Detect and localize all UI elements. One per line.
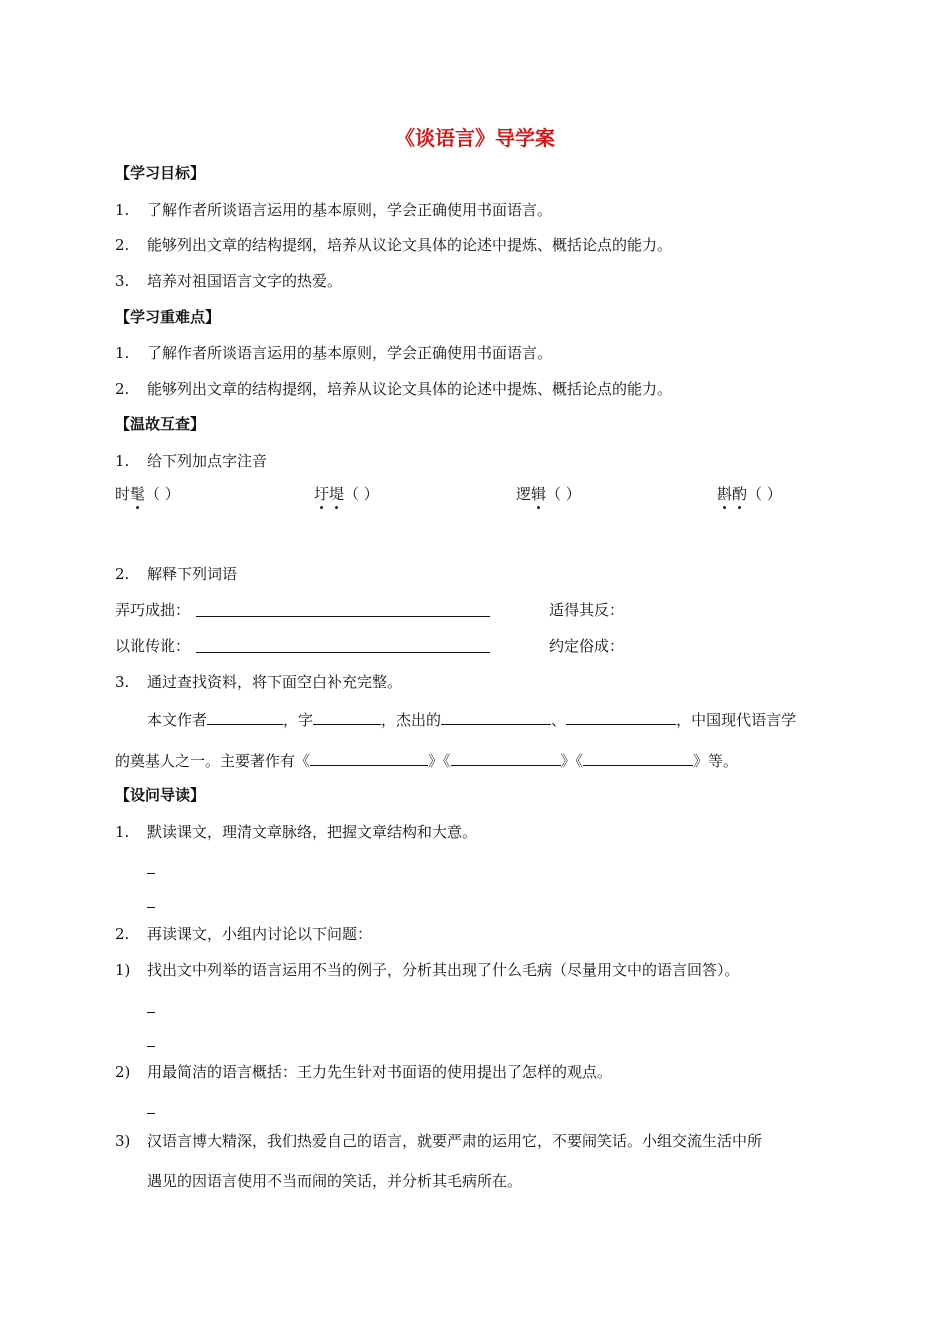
pinyin-item [314,484,379,504]
guide-q2-num: 2. [115,925,130,943]
page-title: 《谈语言》导学案 [395,126,555,150]
goal-item: 了解作者所谈语言运用的基本原则，学会正确使用书面语言。 [147,201,553,219]
pinyin-dotted-char: 斟 [717,485,733,503]
pinyin-item [115,484,180,504]
goal-item-num: 1. [115,201,130,219]
term-label: 适得其反： [549,601,625,619]
review-q2-text: 解释下列词语 [147,565,238,583]
fill-text: 》《 [428,752,451,770]
pinyin-answer[interactable]: （ ） [747,485,782,503]
goal-item: 培养对祖国语言文字的热爱。 [147,272,343,290]
guide-q1-text: 默读课文，理清文章脉络，把握文章结构和大意。 [147,823,478,841]
review-q3-text: 通过查找资料，将下面空白补充完整。 [147,673,403,691]
review-q1-text: 给下列加点字注音 [147,452,268,470]
fill-blank-role-2[interactable] [566,708,676,725]
goal-item-num: 3. [115,272,130,290]
answer-line[interactable] [147,907,155,908]
fill-text: ，中国现代语言学 [676,711,797,729]
key-points-heading: 【学习重难点】 [115,308,221,326]
review-q3-num: 3. [115,673,130,691]
pinyin-item [516,484,581,504]
fill-in-line-1 [147,708,796,730]
fill-blank-work-1[interactable] [310,749,428,766]
guide-sub3-num: 3) [115,1132,131,1150]
key-point-item: 能够列出文章的结构提纲，培养从议论文具体的论述中提炼、概括论点的能力。 [147,380,673,398]
pinyin-answer[interactable]: （ ） [145,485,180,503]
pinyin-item [717,484,782,504]
key-point-item: 了解作者所谈语言运用的基本原则，学会正确使用书面语言。 [147,344,553,362]
fill-text: ，字 [283,711,314,729]
term-answer-blank[interactable] [196,600,490,617]
goal-item: 能够列出文章的结构提纲，培养从议论文具体的论述中提炼、概括论点的能力。 [147,236,673,254]
guide-sub1-num: 1) [115,961,131,979]
answer-line[interactable] [147,1046,155,1047]
review-q1-num: 1. [115,452,130,470]
guide-heading: 【设问导读】 [115,786,206,804]
guide-sub3-text-cont: 遇见的因语言使用不当而闹的笑话，并分析其毛病所在。 [147,1172,523,1190]
guide-sub2-text: 用最简洁的语言概括：王力先生针对书面语的使用提出了怎样的观点。 [147,1063,613,1081]
pinyin-char: 时 [115,485,131,503]
fill-in-line-2 [115,749,738,771]
pinyin-dotted-char: 髦 [130,485,146,503]
goal-item-num: 2. [115,236,130,254]
fill-blank-author[interactable] [207,708,283,725]
pinyin-dotted-char: 酌 [732,485,748,503]
review-q2-num: 2. [115,565,130,583]
fill-blank-work-2[interactable] [451,749,561,766]
guide-sub1-text: 找出文中列举的语言运用不当的例子，分析其出现了什么毛病（尽量用文中的语言回答）。 [147,961,740,979]
term-answer-blank[interactable] [196,636,490,653]
fill-text: 》等。 [693,752,739,770]
guide-q1-num: 1. [115,823,130,841]
guide-q2-text: 再读课文，小组内讨论以下问题： [147,925,373,943]
fill-text: 》《 [560,752,584,770]
fill-text: 、 [551,711,567,729]
term-label: 弄巧成拙： [115,601,191,619]
fill-blank-courtesy-name[interactable] [313,708,381,725]
fill-blank-role-1[interactable] [441,708,551,725]
answer-line[interactable] [147,873,155,874]
fill-text: 本文作者 [147,711,208,729]
answer-line[interactable] [147,1113,155,1114]
fill-text: 的奠基人之一。主要著作有《 [115,752,311,770]
guide-sub2-num: 2) [115,1063,131,1081]
pinyin-char: 逻 [516,485,532,503]
key-point-num: 2. [115,380,130,398]
guide-sub3-text: 汉语言博大精深，我们热爱自己的语言，就要严肃的运用它，不要闹笑话。小组交流生活中所 [147,1132,763,1150]
pinyin-dotted-char: 堤 [329,485,345,503]
pinyin-dotted-char: 辑 [531,485,547,503]
goals-heading: 【学习目标】 [115,164,206,182]
review-heading: 【温故互查】 [115,415,206,433]
fill-text: ，杰出的 [381,711,442,729]
key-point-num: 1. [115,344,130,362]
pinyin-answer[interactable]: （ ） [344,485,379,503]
fill-blank-work-3[interactable] [583,749,693,766]
term-label: 约定俗成： [549,637,625,655]
answer-line[interactable] [147,1012,155,1013]
pinyin-dotted-char: 圩 [314,485,330,503]
term-label: 以讹传讹： [115,637,191,655]
pinyin-answer[interactable]: （ ） [546,485,581,503]
